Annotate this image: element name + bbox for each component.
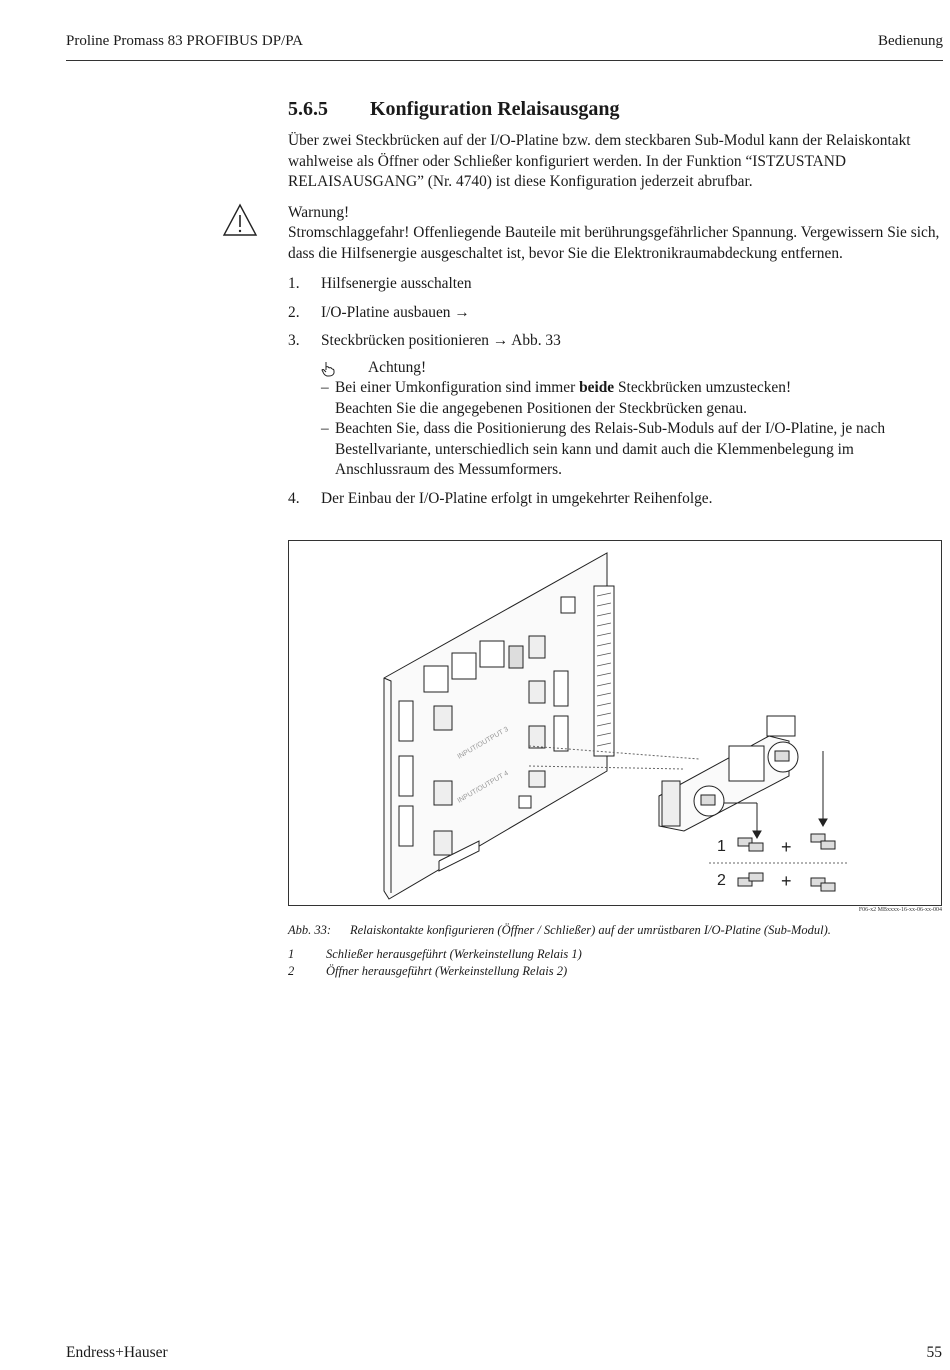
caption-label: Abb. 33:: [288, 923, 332, 937]
section-title: Konfiguration Relaisausgang: [370, 98, 620, 120]
note-item2-text: Beachten Sie, dass die Positionierung des Relais-Sub-Moduls auf der I/O-Platine, je nach Bestellvariante, unterschiedlich sein kann und damit auch die Klemmenbelegung im Anschlussraum des Messumformers.: [335, 420, 886, 478]
warning-block: [288, 203, 943, 265]
step-text: I/O-Platine ausbauen →: [321, 303, 470, 321]
step-text: Hilfsenergie ausschalten: [321, 275, 472, 292]
figure-code: F06-x2 MBxxxx-16-xx-06-xx-004: [858, 907, 942, 913]
note-item1-text-end: Steckbrücken umzustecken!: [614, 379, 792, 396]
legend-item: [288, 963, 943, 980]
page-header: [66, 30, 943, 61]
step-number: 4.: [288, 489, 300, 507]
step-item: [288, 303, 943, 324]
header-product: Proline Promass 83 PROFIBUS DP/PA: [66, 33, 304, 49]
plus-sign: +: [781, 837, 792, 857]
note-title: Achtung!: [368, 358, 427, 376]
warning-text: Stromschlaggefahr! Offenliegende Bauteile mit berührungsgefährlicher Spannung. Vergewissern Sie sich, dass die Hilfsenergie ausgeschaltet ist, bevor Sie die Elektronikraumabdeckung entfernen.: [288, 224, 940, 262]
step-text: Der Einbau der I/O-Platine erfolgt in umgekehrter Reihenfolge.: [321, 489, 713, 507]
legend-text: Öffner herausgeführt (Werkeinstellung Relais 2): [326, 964, 568, 978]
pointing-hand-icon: [321, 361, 335, 377]
steps-list: [288, 274, 943, 352]
header-chapter: Bedienung: [878, 33, 943, 49]
main-content: [288, 98, 943, 517]
footer-company: Endress+Hauser: [66, 1344, 168, 1361]
step-item: [288, 489, 943, 510]
figure-33: [288, 540, 942, 906]
warning-title: Warnung!: [288, 203, 350, 221]
step-item: [288, 274, 943, 295]
step-number: 2.: [288, 303, 300, 321]
circuit-board-illustration: [289, 541, 942, 906]
note-item1-text: Bei einer Umkonfiguration sind immer: [335, 379, 580, 396]
note-item: [321, 378, 943, 419]
dash-marker: –: [321, 379, 329, 396]
step-item: [288, 331, 943, 352]
plus-sign: +: [781, 871, 792, 891]
legend-key: 1: [288, 947, 295, 961]
note-item1-line2: Beachten Sie die angegebenen Positionen der Steckbrücken genau.: [335, 399, 747, 417]
step-text: Steckbrücken positionieren → Abb. 33: [321, 332, 561, 349]
jumper-row-1-number: 1: [717, 838, 726, 855]
legend-key: 2: [288, 964, 295, 978]
legend-item: [288, 946, 943, 963]
page-number: 55: [926, 1344, 942, 1361]
warning-triangle-icon: [222, 203, 258, 237]
legend-text: Schließer herausgeführt (Werkeinstellung Relais 1): [326, 947, 582, 961]
note-block: [321, 358, 943, 481]
figure-caption: [288, 922, 943, 938]
jumper-row-2-number: 2: [717, 872, 726, 889]
caption-text: Relaiskontakte konfigurieren (Öffner / Schließer) auf der umrüstbaren I/O-Platine (Sub-Modul).: [350, 923, 831, 937]
dash-marker: –: [321, 420, 329, 437]
note-item: [321, 419, 943, 481]
intro-paragraph: Über zwei Steckbrücken auf der I/O-Platine bzw. dem steckbaren Sub-Modul kann der Relaiskontakt wahlweise als Öffner oder Schließer konfiguriert werden. In der Funktion “ISTZUSTAND RELAISAUSGANG” (Nr. 4740) ist diese Konfiguration jederzeit abrufbar.: [288, 132, 911, 190]
step-number: 1.: [288, 275, 300, 292]
section-heading: [288, 98, 943, 121]
step-number: 3.: [288, 332, 300, 349]
label-input-output-4: INPUT/OUTPUT 4: [456, 769, 510, 805]
note-heading: [321, 358, 943, 379]
figure-legend: [288, 946, 943, 980]
note-item1-bold: beide: [579, 379, 615, 396]
section-number: 5.6.5: [288, 98, 328, 120]
steps-list-continued: [288, 489, 943, 510]
label-input-output-3: INPUT/OUTPUT 3: [456, 725, 510, 761]
